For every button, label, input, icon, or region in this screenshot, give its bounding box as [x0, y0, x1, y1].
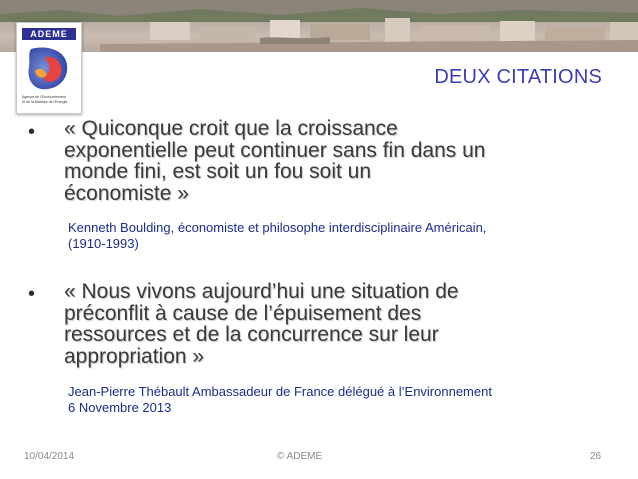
quote-line: « Nous vivons aujourd’hui une situation de	[64, 280, 459, 303]
quote-line: exponentielle peut continuer sans fin dans un	[64, 138, 486, 162]
quote-line: monde fini, est soit un fou soit un	[64, 160, 372, 183]
attribution-line: (1910-1993)	[68, 236, 139, 251]
footer-date: 10/04/2014	[24, 451, 75, 462]
logo-wordmark: ADEME	[22, 28, 76, 40]
quote-attribution	[68, 220, 613, 252]
bullet-icon: •	[28, 121, 36, 143]
attribution-line: Jean-Pierre Thébault Ambassadeur de France délégué à l’Environnement	[68, 384, 492, 399]
quote-text	[64, 118, 609, 204]
logo-caption-line: et de la Maîtrise de l'Energie	[22, 99, 68, 104]
bullet-icon: •	[28, 283, 36, 305]
ademe-emblem-icon	[25, 43, 73, 95]
quote-line: ressources et de la concurrence sur leur	[64, 323, 439, 346]
skyline-illustration	[0, 0, 638, 52]
logo-caption	[22, 95, 78, 104]
attribution-line: 6 Novembre 2013	[68, 400, 172, 415]
footer-copyright: © ADEME	[277, 451, 323, 462]
quote-line: préconflit à cause de l’épuisement des	[64, 301, 422, 325]
quote-line: appropriation »	[64, 344, 205, 368]
quote-line: « Quiconque croit que la croissance	[64, 117, 398, 140]
quote-attribution	[68, 384, 613, 416]
attribution-line: Kenneth Boulding, économiste et philosophe interdisciplinaire Américain,	[68, 220, 487, 235]
logo-caption-line: Agence de l'Environnement	[22, 95, 66, 99]
page-number: 26	[590, 451, 602, 462]
ademe-logo	[16, 22, 82, 114]
quote-line: économiste »	[64, 181, 189, 205]
city-skyline-banner	[0, 0, 638, 52]
slide-title: DEUX CITATIONS	[434, 66, 602, 88]
quote-text	[64, 281, 609, 367]
